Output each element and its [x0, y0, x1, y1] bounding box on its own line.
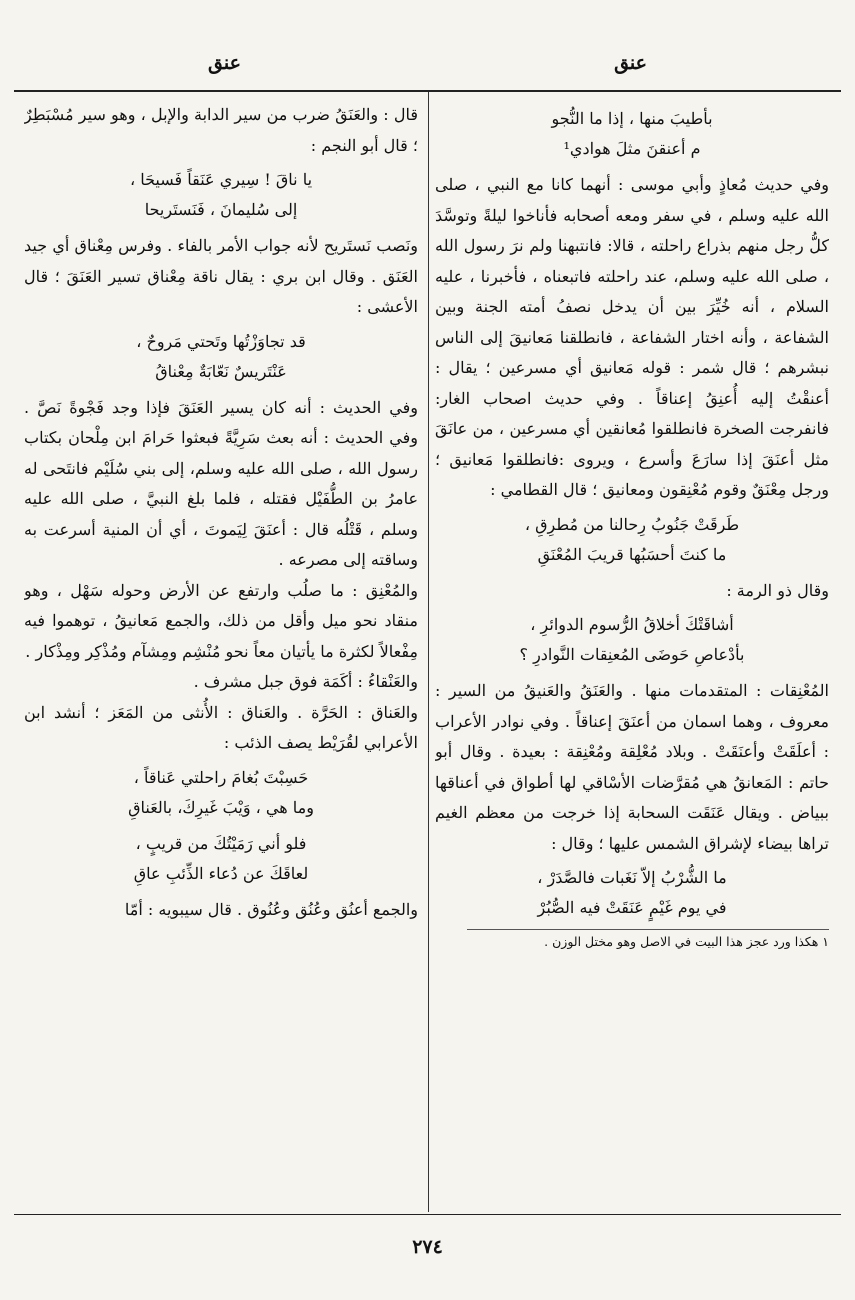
left-column — [24, 100, 418, 1208]
paragraph: والعَناق : الحَرَّة . والعَناق : الأُنثى من المَعَز ؛ أنشد ابن الأعرابي لقُرَيْط يصف الذئب : — [24, 702, 418, 752]
paragraph: وفي الحديث : أنه كان يسير العَنَقَ فإذا وجد فَجْوةً نَصَّ . وفي الحديث : أنه بعث سَرِيَّةً فبعثوا حَرامَ ابن مِلْحان بكتاب رسول الله ، صلى الله عليه وسلم، إلى بني سُلَيْم فانتَحى له عامرُ بن الطُّفَيْل فقتله ، فلما بلغ النبيَّ ، صلى الله عليه وسلم ، قَتْلُه قال : أعنَقَ لِيَموتَ ، أي أن المنية أسرعت به وساقته إلى مصرعه . — [24, 397, 418, 569]
verse-line: عَنْتَريسٌ نَعّابَةٌ مِعْناقُ — [155, 361, 287, 381]
footnote: ١ هكذا ورد عجز هذا البيت في الاصل وهو مختل الوزن . — [544, 934, 829, 949]
paragraph: وقال ذو الرمة : — [726, 580, 829, 600]
verse — [435, 104, 829, 164]
verse — [24, 165, 418, 225]
verse-line: فلو أني رَمَيْتُكَ من قريبٍ ، — [135, 833, 307, 853]
header-entry-left: عنق — [208, 52, 241, 74]
page-number: ٢٧٤ — [412, 1236, 443, 1258]
verse-line: م أعنقنَ مثلَ هوادي¹ — [563, 139, 701, 158]
verse-line: أشاقَتْكَ أخلاقُ الرُّسوم الدوائرِ ، — [530, 615, 734, 634]
verse-line: في يوم غَيْمٍ عَنَقَتْ فيه الصُّبُرْ — [537, 898, 727, 917]
verse-line: بأدْعاصِ حَوضَى المُعنِقات النَّوادرِ ؟ — [519, 645, 745, 664]
column-divider — [428, 92, 429, 1212]
verse — [24, 327, 418, 387]
verse — [435, 863, 829, 923]
verse-line: طَرقَتْ جَنُوبُ رِحالنا من مُطرِقِ ، — [524, 514, 740, 534]
paragraph: قال : والعَنَقُ ضرب من سير الدابة والإبل ، وهو سير مُسْبَطِرٌ ؛ قال أبو النجم : — [24, 105, 418, 155]
verse-line: إلى سُليمانَ ، فَنَستَريحا — [144, 200, 298, 219]
paragraph: والمُعْنِق : ما صلُب وارتفع عن الأرض وحوله سَهْل ، وهو منقاد نحو ميل وأقل من ذلك، والجمع مَعانيقُ ، توهموا فيه مِفْعالاً لكثرة ما يأتيان معاً نحو مُنْشِم ومِشآم ومُذْكِر ومِذْكار . — [24, 580, 418, 661]
paragraph: المُعْنِقات : المتقدمات منها . والعَنَقُ والعَنيقُ من السير : معروف ، وهما اسمان من أعنَقَ إعناقاً . وفي نوادر الأعراب : أعلَقَتْ وأعنَقَتْ . وبلاد مُعْلِقة ومُعْنِقة : بعيدة . وقال أبو حاتم : المَعانقُ هي مُقرَّضات الأسْاقي لها أطواق في أعناقها ببياض . ويقال عَنَقَت السحابة إذا خرجت من معظم الغيم تراها بيضاء لإشراق الشمس عليها ؛ وقال : — [435, 681, 829, 853]
paragraph: والعَنْقاءُ : أكَمَة فوق جبل مشرف . — [193, 672, 418, 691]
verse-line: يا ناقَ ! سِيري عَنَقاً فَسيحَا ، — [129, 170, 313, 189]
verse-line: حَسِبْتَ بُغامَ راحلتي عَناقاً ، — [133, 767, 309, 787]
verse-line: قد تجاوَزْتُها وتَحتي مَروحٌ ، — [136, 331, 306, 351]
paragraph: وفي حديث مُعاذٍ وأبي موسى : أنهما كانا مع النبي ، صلى الله عليه وسلم ، في سفر ومعه أصحابه فأناخوا ليلةً وتوسَّدَ كلُّ رجل منهم بذراع راحلته ، قالا: فانتبهنا ولم نرَ رسول الله ، صلى الله عليه وسلم، عند راحلته فاتبعناه ، فأخبرنا ، عليه السلام ، أنه خُيِّرَ بين أن يدخل نصفُ أمته الجنة وبين الشفاعة ، وأنه اختار الشفاعة ، فانطلقنا مَعانيقَ إلى الناس نبشرهم ؛ قال شمر : قوله مَعانيق أي مسرعين ؛ يقال : أعنقْتُ إليه أُعنِقُ إعناقاً . وفي حديث اصحاب الغار: فانفرجت الصخرة فانطلقوا مُعانقين أي مسرعين ، من عانَقَ مثل أعنَقَ إذا سارَعَ وأسرع ، ويروى :فانطلقوا مَعانيق ؛ ورجل مِعْنَقٌ وقوم مُعْنِقون ومعانيق ؛ قال القطامي : — [435, 175, 829, 499]
verse — [435, 610, 829, 670]
verse-line: لعاقَكَ عن دُعاء الذِّئبِ عاقِ — [133, 863, 309, 883]
verse-line: ما كنتَ أحسَبُها قريبَ المُعْنَقِ — [537, 544, 727, 564]
right-column — [435, 100, 829, 1208]
footnote-rule — [467, 929, 829, 930]
bottom-rule — [14, 1214, 841, 1215]
verse — [24, 763, 418, 823]
paragraph: ونَصب نَستَريح لأنه جواب الأمر بالفاء . وفرس مِعْناق أي جيد العَنَق . وقال ابن بري : يقال ناقة مِعْناق تسير العَنَقَ ؛ قال الأعشى : — [24, 236, 418, 316]
verse-line: ما الشُّرْبُ إلاّ نَغَبات فالصَّدَرْ ، — [537, 868, 727, 887]
header-entry-right: عنق — [614, 52, 647, 74]
verse — [435, 510, 829, 570]
verse — [24, 829, 418, 889]
verse-line: وما هي ، وَيْبَ غَيرِكَ، بالعَناقِ — [128, 797, 314, 817]
paragraph: والجمع أعنُق وعُنُق وعُنُوق . قال سيبويه : أمّا — [124, 899, 418, 919]
verse-line: بأطيبَ منها ، إذا ما النُّجو — [551, 109, 713, 128]
